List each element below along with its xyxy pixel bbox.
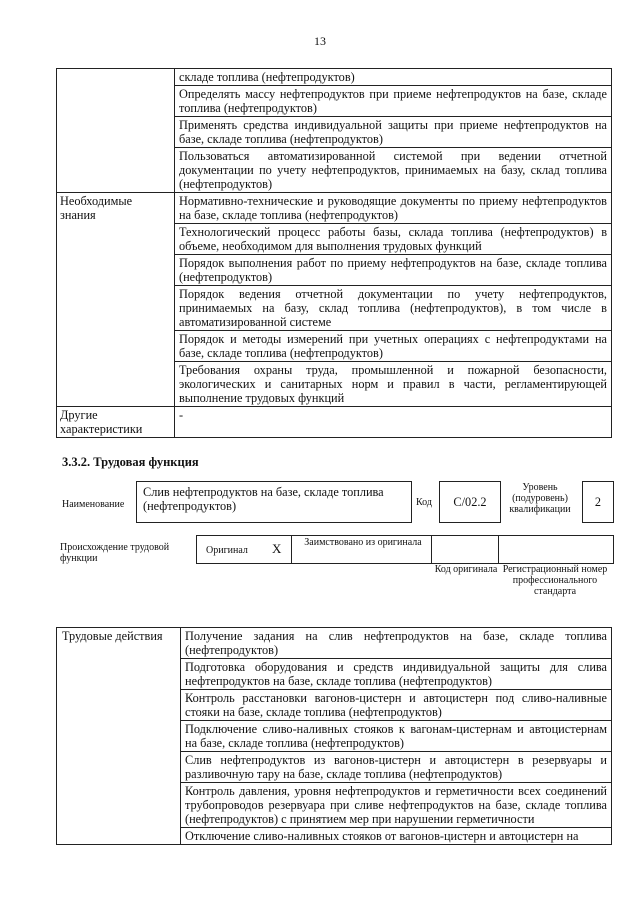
origin-label: Происхождение трудовой функции [60,542,170,564]
table-cell: Применять средства индивидуальной защиты при приеме нефтепродуктов на базе, складе топлива (нефтепродуктов) [175,117,612,148]
table-cell: Подготовка оборудования и средств индивидуальной защиты для слива нефтепродуктов на базе, складе топлива (нефтепродуктов) [181,659,612,690]
skills-knowledge-table [56,68,612,438]
table-cell: Технологический процесс работы базы, склада топлива (нефтепродуктов) в объеме, необходимом для выполнения трудовых функций [175,224,612,255]
table-cell: Контроль давления, уровня нефтепродуктов и герметичности всех соединений трубопроводов резервуара при сливе нефтепродуктов на базе, складе топлива (нефтепродуктов) с принятием мер при нарушении герметичности [181,783,612,828]
reg-number-label: Регистрационный номер профессионального стандарта [502,564,608,597]
table-cell: Определять массу нефтепродуктов при приеме нефтепродуктов на базе, складе топлива (нефтепродуктов) [175,86,612,117]
origin-divider [291,535,292,563]
function-name: Слив нефтепродуктов на базе, складе топлива (нефтепродуктов) [143,485,384,513]
section-title: 3.3.2. Трудовая функция [62,455,199,469]
origin-divider [431,535,432,563]
table-cell: Получение задания на слив нефтепродуктов на базе, складе топлива (нефтепродуктов) [181,628,612,659]
table-cell: складе топлива (нефтепродуктов) [175,69,612,86]
table-cell: Слив нефтепродуктов из вагонов-цистерн и автоцистерн в резервуары и разливочную тару на базе, складе топлива (нефтепродуктов) [181,752,612,783]
level-box [582,481,614,523]
table-cell: Порядок ведения отчетной документации по учету нефтепродуктов, принимаемых на базу, склад топлива (нефтепродуктов), в том числе в автоматизированной системе [175,286,612,331]
level-value: 2 [594,495,602,509]
code-value: С/02.2 [453,495,487,509]
original-label: Оригинал [206,545,248,556]
code-label: Код [416,497,432,508]
origin-divider [498,535,499,563]
labor-actions-table [56,627,612,845]
table-cell: Порядок и методы измерений при учетных операциях с нефтепродуктами на базе, складе топлива (нефтепродуктов) [175,331,612,362]
table-cell: Отключение сливо-наливных стояков от вагонов-цистерн и автоцистерн на [181,828,612,845]
table-cell: Пользоваться автоматизированной системой при ведении отчетной документации по учету нефтепродуктов, принимаемых на базу, склад топлива (нефтепродуктов) [175,148,612,193]
function-name-box [136,481,412,523]
page-number: 13 [314,34,326,48]
table-cell: Подключение сливо-наливных стояков к вагонам-цистернам и автоцистернам на базе, складе топлива (нефтепродуктов) [181,721,612,752]
table-cell: Нормативно-технические и руководящие документы по приему нефтепродуктов на базе, складе топлива (нефтепродуктов) [175,193,612,224]
row-label-other: Другие характеристики [57,407,175,438]
code-original-label: Код оригинала [434,564,498,575]
name-label: Наименование [62,499,125,510]
original-mark: X [272,541,282,556]
table-cell: Контроль расстановки вагонов-цистерн и автоцистерн под сливо-наливные стояки на базе, складе топлива (нефтепродуктов) [181,690,612,721]
table-cell: Требования охраны труда, промышленной и пожарной безопасности, экологических и санитарных норм и правил в части, регламентирующей выполнение трудовых функций [175,362,612,407]
code-box [439,481,501,523]
row-label-actions: Трудовые действия [57,628,181,845]
row-label-skills [57,69,175,193]
table-cell: Порядок выполнения работ по приему нефтепродуктов на базе, складе топлива (нефтепродуктов) [175,255,612,286]
borrowed-label: Заимствовано из оригинала [304,537,422,548]
table-cell: - [175,407,612,438]
row-label-knowledge: Необходимые знания [57,193,175,407]
level-label: Уровень (подуровень) квалификации [509,482,571,515]
